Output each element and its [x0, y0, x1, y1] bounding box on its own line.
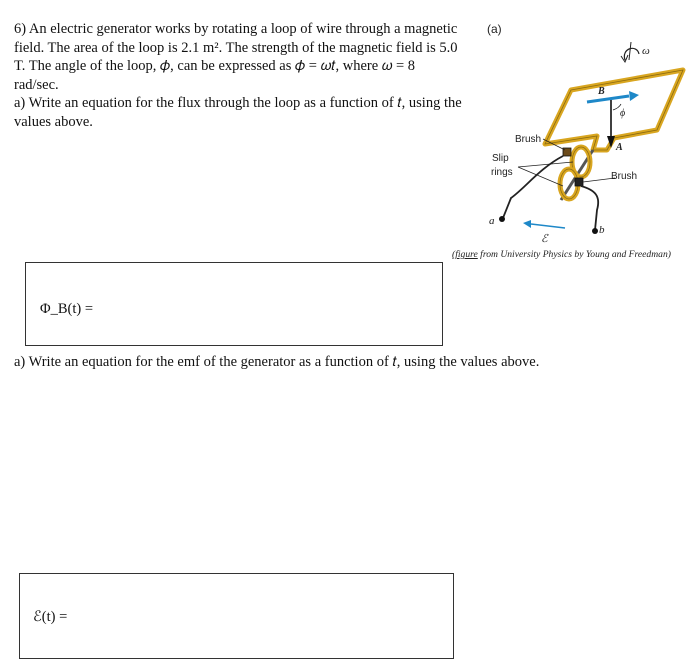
slip-label: Slip: [492, 153, 509, 164]
emf-label: ℰ: [541, 233, 548, 245]
terminal-a: [499, 216, 505, 222]
flux-answer-label: Φ_B(t) =: [40, 301, 94, 317]
emf-answer-label: ℰ(t) =: [33, 609, 68, 625]
terminal-b: [592, 228, 598, 234]
part-b-question: a) Write an equation for the emf of the generator as a function of 𝑡, using the values above.: [14, 354, 540, 370]
caption-source: from University Physics by Young and Freedman): [477, 249, 671, 260]
b-field-label: B: [598, 86, 605, 97]
problem-line-3: T. The angle of the loop, 𝜙, can be expressed as 𝜙 = 𝜔𝑡, where 𝜔 = 8: [14, 58, 416, 75]
terminal-b-label: b: [599, 224, 605, 236]
brush-lower: [575, 178, 583, 186]
problem-line-4: rad/sec.: [14, 76, 59, 93]
part-a-line-1: a) Write an equation for the flux through the loop as a function of 𝑡, using the: [14, 95, 462, 112]
area-vector-label: A: [616, 142, 623, 153]
generator-figure: [445, 38, 695, 253]
problem-statement: [14, 20, 484, 132]
brush-right-label: Brush: [611, 171, 638, 182]
problem-line-2: field. The area of the loop is 2.1 m². The strength of the magnetic field is 5.0: [14, 39, 458, 56]
brush-top-label: Brush: [515, 134, 542, 145]
emf-answer-box[interactable]: [19, 573, 454, 659]
figure-label: (a): [487, 22, 502, 36]
b-field-arrow-icon: [629, 91, 639, 101]
emf-arrow-icon: [523, 220, 531, 228]
omega-label: ω: [642, 45, 650, 57]
brush-upper: [563, 148, 571, 156]
flux-answer-box[interactable]: [25, 262, 443, 346]
figure-caption: [452, 249, 671, 260]
terminal-a-label: a: [489, 215, 495, 227]
problem-line-1: 6) An electric generator works by rotating a loop of wire through a magnetic: [14, 21, 458, 37]
caption-figure-word: (figure: [452, 249, 478, 260]
rings-label: rings: [491, 167, 513, 178]
phi-label: ϕ: [620, 108, 626, 119]
part-a-line-2: values above.: [14, 113, 93, 130]
